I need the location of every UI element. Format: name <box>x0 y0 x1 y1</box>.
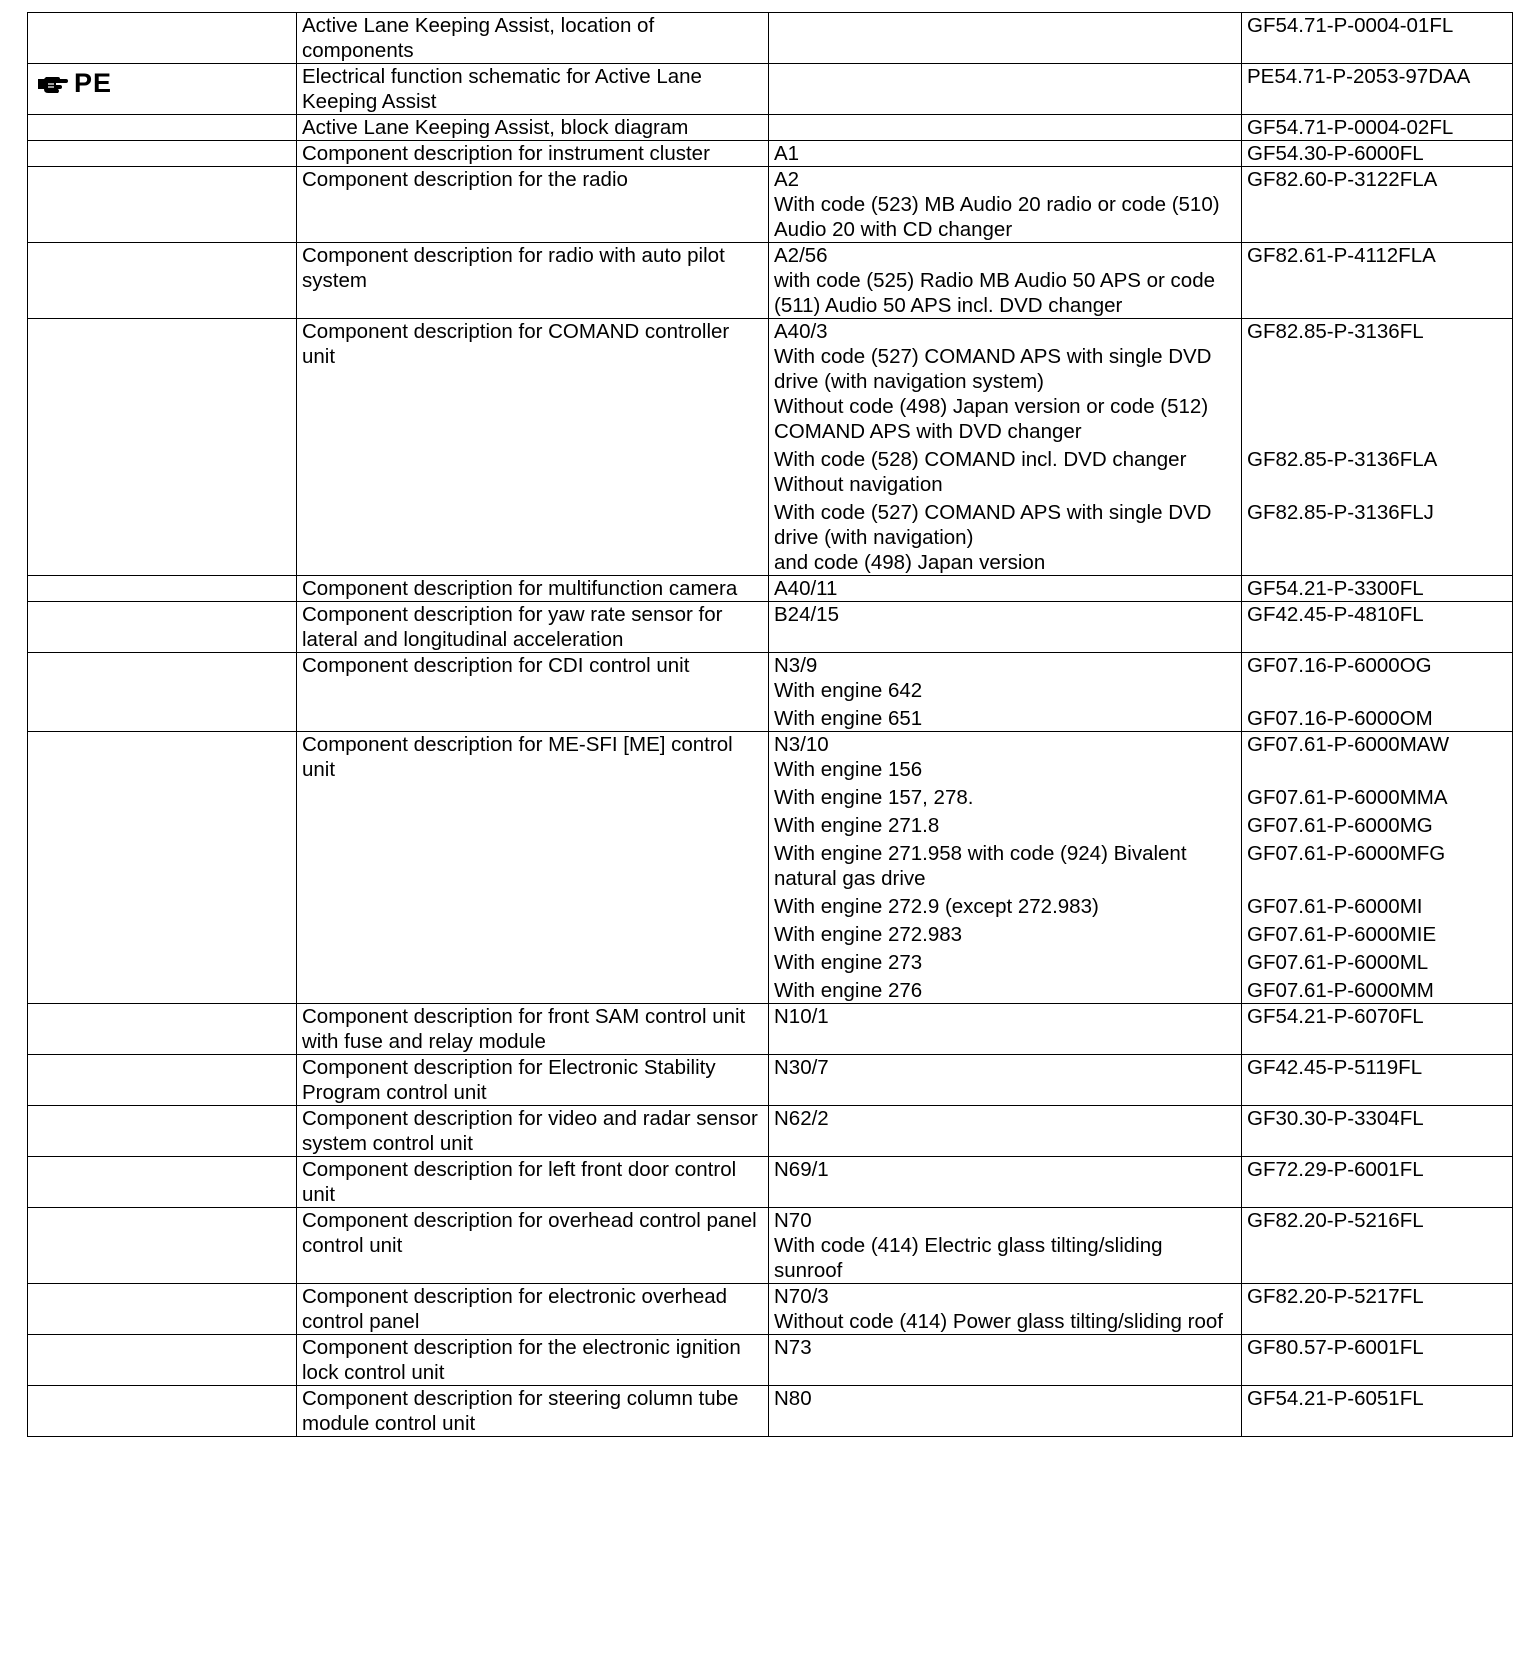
document-number[interactable]: GF42.45-P-5119FL <box>1247 1056 1423 1079</box>
description-cell: Component description for multifunction camera <box>297 576 769 602</box>
marker-cell <box>28 243 297 319</box>
document-number[interactable]: GF07.61-P-6000MG <box>1247 814 1433 837</box>
reference-cell <box>769 602 1242 653</box>
reference-cell <box>769 167 1242 243</box>
pointing-hand-icon <box>36 75 70 101</box>
document-number-cell <box>1242 1335 1513 1386</box>
marker-cell <box>28 1157 297 1208</box>
table-row <box>28 732 1513 1004</box>
document-number[interactable]: GF07.61-P-6000MAW <box>1247 733 1450 756</box>
document-number-cell <box>1242 1004 1513 1055</box>
description-cell: Component description for ME-SFI [ME] control unit <box>297 732 769 1004</box>
document-number-cell <box>1242 602 1513 653</box>
description-cell: Component description for steering column tube module control unit <box>297 1386 769 1437</box>
table-row <box>28 1284 1513 1335</box>
table-row <box>28 167 1513 243</box>
document-number-cell <box>1242 13 1513 64</box>
description-cell: Component description for left front door control unit <box>297 1157 769 1208</box>
description-cell: Active Lane Keeping Assist, block diagram <box>297 115 769 141</box>
marker-cell <box>28 1386 297 1437</box>
document-number[interactable]: GF80.57-P-6001FL <box>1247 1336 1424 1359</box>
document-number-cell <box>1242 1386 1513 1437</box>
description-cell: Component description for yaw rate sensor for lateral and longitudinal acceleration <box>297 602 769 653</box>
reference-entry: With engine 276 <box>774 979 923 1002</box>
reference-entry: N3/9 With engine 642 <box>774 654 923 702</box>
table-row <box>28 653 1513 732</box>
description-cell: Component description for instrument cluster <box>297 141 769 167</box>
document-number[interactable]: GF72.29-P-6001FL <box>1247 1158 1424 1181</box>
reference-entry: N62/2 <box>774 1107 829 1130</box>
description-cell: Electrical function schematic for Active Lane Keeping Assist <box>297 64 769 115</box>
document-number[interactable]: GF07.61-P-6000MIE <box>1247 923 1437 946</box>
document-number[interactable]: PE54.71-P-2053-97DAA <box>1247 65 1471 88</box>
marker-cell <box>28 1208 297 1284</box>
document-number[interactable]: GF82.61-P-4112FLA <box>1247 244 1436 267</box>
reference-entry: With engine 273 <box>774 951 923 974</box>
reference-entry: With code (528) COMAND incl. DVD changer Without navigation <box>774 448 1187 496</box>
reference-entry: With engine 271.958 with code (924) Bivalent natural gas drive <box>774 842 1187 890</box>
reference-entry: With engine 651 <box>774 707 923 730</box>
document-number[interactable]: GF07.16-P-6000OG <box>1247 654 1432 677</box>
document-number[interactable]: GF30.30-P-3304FL <box>1247 1107 1424 1130</box>
document-number-cell <box>1242 1157 1513 1208</box>
document-number-cell <box>1242 1055 1513 1106</box>
reference-entry: With engine 272.983 <box>774 923 963 946</box>
reference-entry: N10/1 <box>774 1005 829 1028</box>
reference-cell <box>769 13 1242 64</box>
document-number[interactable]: GF42.45-P-4810FL <box>1247 603 1424 626</box>
reference-cell <box>769 115 1242 141</box>
table-row <box>28 115 1513 141</box>
table-row <box>28 1208 1513 1284</box>
table-row <box>28 1106 1513 1157</box>
reference-entry: A40/11 <box>774 577 838 600</box>
document-number[interactable]: GF82.60-P-3122FLA <box>1247 168 1438 191</box>
reference-entry: With engine 272.9 (except 272.983) <box>774 895 1099 918</box>
description-cell: Component description for Electronic Stability Program control unit <box>297 1055 769 1106</box>
reference-entry: B24/15 <box>774 603 839 626</box>
document-number[interactable]: GF07.61-P-6000MFG <box>1247 842 1446 865</box>
table-row <box>28 243 1513 319</box>
document-number-cell <box>1242 115 1513 141</box>
reference-cell <box>769 1284 1242 1335</box>
document-number[interactable]: GF82.85-P-3136FL <box>1247 320 1424 343</box>
reference-entry: N73 <box>774 1336 812 1359</box>
table-row <box>28 576 1513 602</box>
description-cell: Component description for COMAND controller unit <box>297 319 769 576</box>
reference-entry: N70 With code (414) Electric glass tilting/sliding sunroof <box>774 1209 1163 1282</box>
document-number[interactable]: GF82.85-P-3136FLA <box>1247 448 1438 471</box>
reference-cell <box>769 1055 1242 1106</box>
reference-entry: N70/3 Without code (414) Power glass tilting/sliding roof <box>774 1285 1223 1333</box>
document-number-cell <box>1242 243 1513 319</box>
reference-cell <box>769 243 1242 319</box>
marker-cell <box>28 732 297 1004</box>
reference-cell <box>769 653 1242 732</box>
table-row <box>28 1055 1513 1106</box>
reference-entry: A2 With code (523) MB Audio 20 radio or code (510) Audio 20 with CD changer <box>774 168 1220 241</box>
table-row <box>28 602 1513 653</box>
description-cell: Component description for radio with auto pilot system <box>297 243 769 319</box>
marker-cell <box>28 115 297 141</box>
document-number[interactable]: GF54.21-P-3300FL <box>1247 577 1424 600</box>
description-cell: Component description for electronic overhead control panel <box>297 1284 769 1335</box>
document-number-cell <box>1242 732 1513 1004</box>
document-number[interactable]: GF54.71-P-0004-02FL <box>1247 116 1454 139</box>
description-cell: Component description for video and radar sensor system control unit <box>297 1106 769 1157</box>
marker-cell <box>28 1284 297 1335</box>
reference-entry: With code (527) COMAND APS with single DVD drive (with navigation) and code (498) Japan version <box>774 501 1212 574</box>
marker-cell <box>28 319 297 576</box>
document-number[interactable]: GF07.61-P-6000ML <box>1247 951 1429 974</box>
table-body <box>28 13 1513 1437</box>
description-cell: Component description for overhead control panel control unit <box>297 1208 769 1284</box>
table-row <box>28 1386 1513 1437</box>
document-number-cell <box>1242 1106 1513 1157</box>
marker-cell <box>28 167 297 243</box>
component-reference-table <box>27 12 1513 1437</box>
reference-entry: With engine 271.8 <box>774 814 940 837</box>
document-number-cell <box>1242 64 1513 115</box>
document-number-cell <box>1242 1284 1513 1335</box>
reference-entry: N30/7 <box>774 1056 829 1079</box>
document-number[interactable]: GF54.21-P-6070FL <box>1247 1005 1424 1028</box>
description-cell: Component description for the radio <box>297 167 769 243</box>
document-number[interactable]: GF07.16-P-6000OM <box>1247 707 1433 730</box>
marker-cell <box>28 64 297 115</box>
reference-cell <box>769 64 1242 115</box>
marker-cell <box>28 1055 297 1106</box>
document-number-cell <box>1242 1208 1513 1284</box>
description-cell: Active Lane Keeping Assist, location of components <box>297 13 769 64</box>
reference-cell <box>769 1106 1242 1157</box>
table-row <box>28 1157 1513 1208</box>
reference-cell <box>769 1208 1242 1284</box>
table-row <box>28 13 1513 64</box>
document-number[interactable]: GF82.85-P-3136FLJ <box>1247 501 1434 524</box>
reference-cell <box>769 576 1242 602</box>
document-number-cell <box>1242 167 1513 243</box>
reference-entry: N3/10 With engine 156 <box>774 733 923 781</box>
reference-cell <box>769 1157 1242 1208</box>
reference-cell <box>769 319 1242 576</box>
reference-entry: A2/56 with code (525) Radio MB Audio 50 APS or code (511) Audio 50 APS incl. DVD changer <box>774 244 1216 317</box>
document-number[interactable]: GF54.71-P-0004-01FL <box>1247 14 1454 37</box>
reference-cell <box>769 1335 1242 1386</box>
description-cell: Component description for front SAM control unit with fuse and relay module <box>297 1004 769 1055</box>
reference-cell <box>769 1004 1242 1055</box>
document-number-cell <box>1242 141 1513 167</box>
description-cell: Component description for the electronic ignition lock control unit <box>297 1335 769 1386</box>
table-row <box>28 1335 1513 1386</box>
marker-cell <box>28 141 297 167</box>
document-number[interactable]: GF07.61-P-6000MMA <box>1247 786 1448 809</box>
document-number[interactable]: GF54.30-P-6000FL <box>1247 142 1424 165</box>
marker-cell <box>28 576 297 602</box>
document-number[interactable]: GF82.20-P-5217FL <box>1247 1285 1424 1308</box>
reference-cell <box>769 141 1242 167</box>
document-number[interactable]: GF07.61-P-6000MI <box>1247 895 1423 918</box>
marker-cell <box>28 1004 297 1055</box>
marker-cell <box>28 653 297 732</box>
reference-entry: N80 <box>774 1387 812 1410</box>
table-row <box>28 64 1513 115</box>
table-row <box>28 319 1513 576</box>
reference-cell <box>769 732 1242 1004</box>
reference-entry: N69/1 <box>774 1158 829 1181</box>
document-number-cell <box>1242 576 1513 602</box>
marker-cell <box>28 1335 297 1386</box>
reference-entry: A1 <box>774 142 800 165</box>
reference-entry: With engine 157, 278. <box>774 786 974 809</box>
table-row <box>28 141 1513 167</box>
document-number-cell <box>1242 653 1513 732</box>
pe-marker: PE <box>74 68 113 98</box>
marker-cell <box>28 1106 297 1157</box>
reference-entry: A40/3 With code (527) COMAND APS with single DVD drive (with navigation system) Without code (498) Japan version or code (512) COMAND APS with DVD changer <box>774 320 1212 443</box>
description-cell: Component description for CDI control unit <box>297 653 769 732</box>
reference-cell <box>769 1386 1242 1437</box>
document-number[interactable]: GF82.20-P-5216FL <box>1247 1209 1424 1232</box>
document-number[interactable]: GF54.21-P-6051FL <box>1247 1387 1424 1410</box>
table-row <box>28 1004 1513 1055</box>
marker-cell <box>28 13 297 64</box>
document-number[interactable]: GF07.61-P-6000MM <box>1247 979 1434 1002</box>
marker-cell <box>28 602 297 653</box>
document-number-cell <box>1242 319 1513 576</box>
